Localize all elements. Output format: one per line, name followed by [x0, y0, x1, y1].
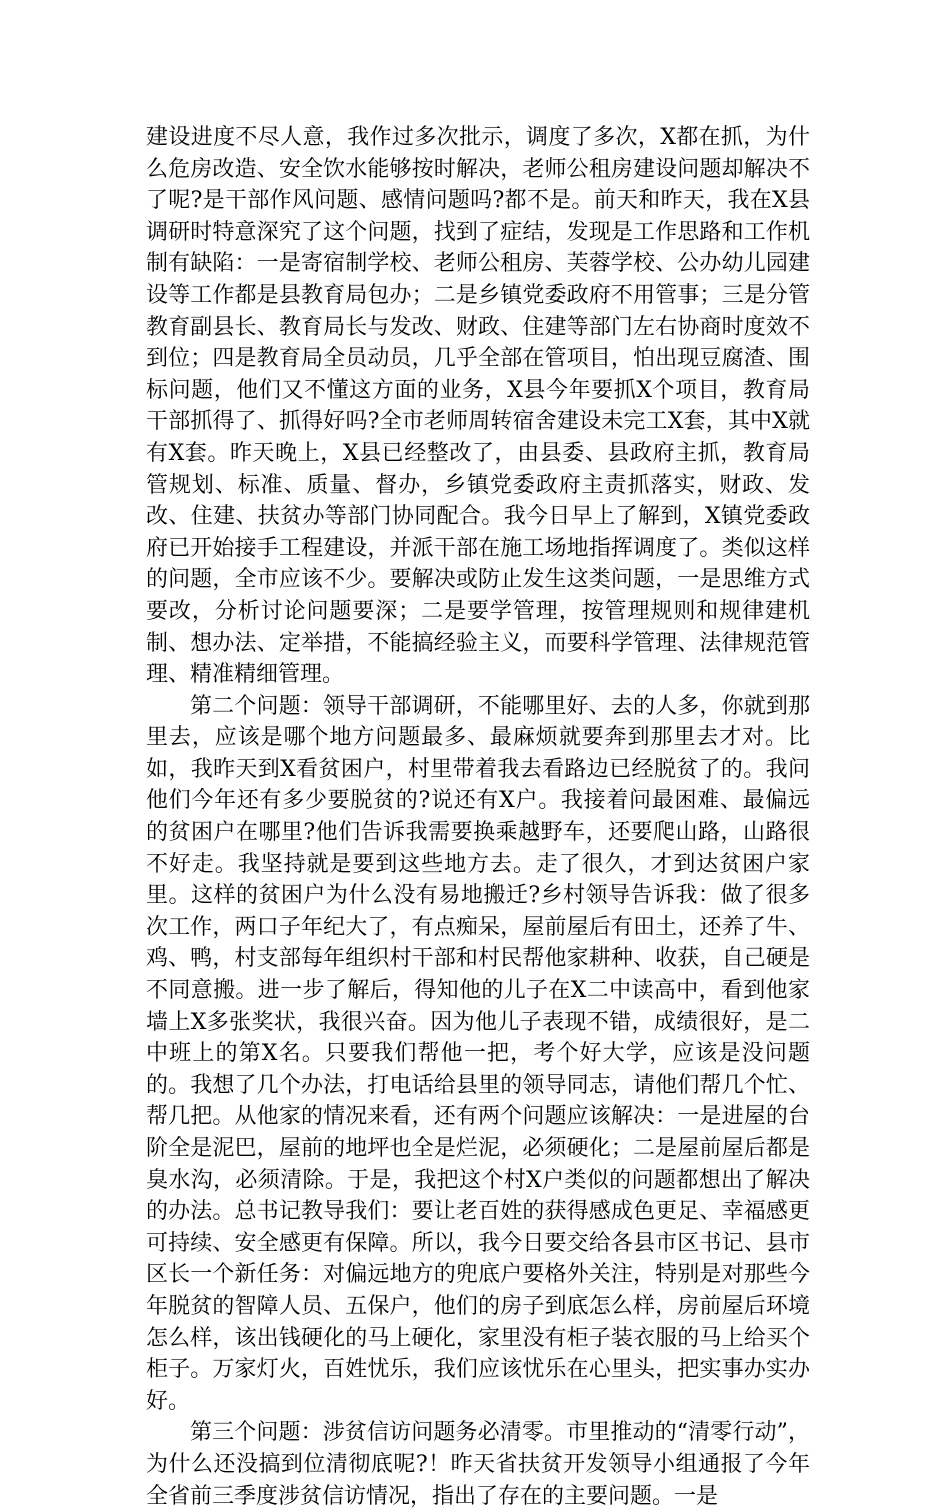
- paragraph-continuation: 建设进度不尽人意，我作过多次批示，调度了多次，X都在抓，为什么危房改造、安全饮水能够按时解决，老师公租房建设问题却解决不了呢?是干部作风问题、感情问题吗?都不是。前天和昨天，我在X县调研时特意深究了这个问题，找到了症结，发现是工作思路和工作机制有缺陷：一是寄宿制学校、老师公租房、芙蓉学校、公办幼儿园建设等工作都是县教育局包办；二是乡镇党委政府不用管事；三是分管教育副县长、教育局长与发改、财政、住建等部门左右协商时度效不到位；四是教育局全员动员，几乎全部在管项目，怕出现豆腐渣、围标问题，他们又不懂这方面的业务，X县今年要抓X个项目，教育局干部抓得了、抓得好吗?全市老师周转宿舍建设未完工X套，其中X就有X套。昨天晚上，X县已经整改了，由县委、县政府主抓，教育局管规划、标准、质量、督办，乡镇党委政府主责抓落实，财政、发改、住建、扶贫办等部门协同配合。我今日早上了解到，X镇党委政府已开始接手工程建设，并派干部在施工场地指挥调度了。类似这样的问题，全市应该不少。要解决或防止发生这类问题，一是思维方式要改，分析讨论问题要深；二是要学管理，按管理规则和规律建机制、想办法、定举措，不能搞经验主义，而要科学管理、法律规范管理、精准精细管理。: [146, 125, 810, 688]
- paragraph-third-issue: 第三个问题：涉贫信访问题务必清零。市里推动的“清零行动”，为什么还没搞到位清彻底呢?！昨天省扶贫开发领导小组通报了今年全省前三季度涉贫信访情况，指出了存在的主要问题。一是: [146, 1420, 810, 1509]
- paragraph-second-issue: 第二个问题：领导干部调研，不能哪里好、去的人多，你就到那里去，应该是哪个地方问题最多、最麻烦就要奔到那里去才对。比如，我昨天到X看贫困户，村里带着我去看路边已经脱贫了的。我问他们今年还有多少要脱贫的?说还有X户。我接着问最困难、最偏远的贫困户在哪里?他们告诉我需要换乘越野车，还要爬山路，山路很不好走。我坚持就是要到这些地方去。走了很久，才到达贫困户家里。这样的贫困户为什么没有易地搬迁?乡村领导告诉我：做了很多次工作，两口子年纪大了，有点痴呆，屋前屋后有田土，还养了牛、鸡、鸭，村支部每年组织村干部和村民帮他家耕种、收获，自己硬是不同意搬。进一步了解后，得知他的儿子在X二中读高中，看到他家墙上X多张奖状，我很兴奋。因为他儿子表现不错，成绩很好，是二中班上的第X名。只要我们帮他一把，考个好大学，应该是没问题的。我想了几个办法，打电话给县里的领导同志，请他们帮几个忙、帮几把。从他家的情况来看，还有两个问题应该解决：一是进屋的台阶全是泥巴，屋前的地坪也全是烂泥，必须硬化；二是屋前屋后都是臭水沟，必须清除。于是，我把这个村X户类似的问题都想出了解决的办法。总书记教导我们：要让老百姓的获得感成色更足、幸福感更可持续、安全感更有保障。所以，我今日要交给各县市区书记、县市区长一个新任务：对偏远地方的兜底户要格外关注，特别是对那些今年脱贫的智障人员、五保户，他们的房子到底怎么样，房前屋后环境怎么样，该出钱硬化的马上硬化，家里没有柜子装衣服的马上给买个柜子。万家灯火，百姓忧乐，我们应该忧乐在心里头，把实事办实办好。: [146, 693, 810, 1414]
- document-page: [146, 122, 810, 1512]
